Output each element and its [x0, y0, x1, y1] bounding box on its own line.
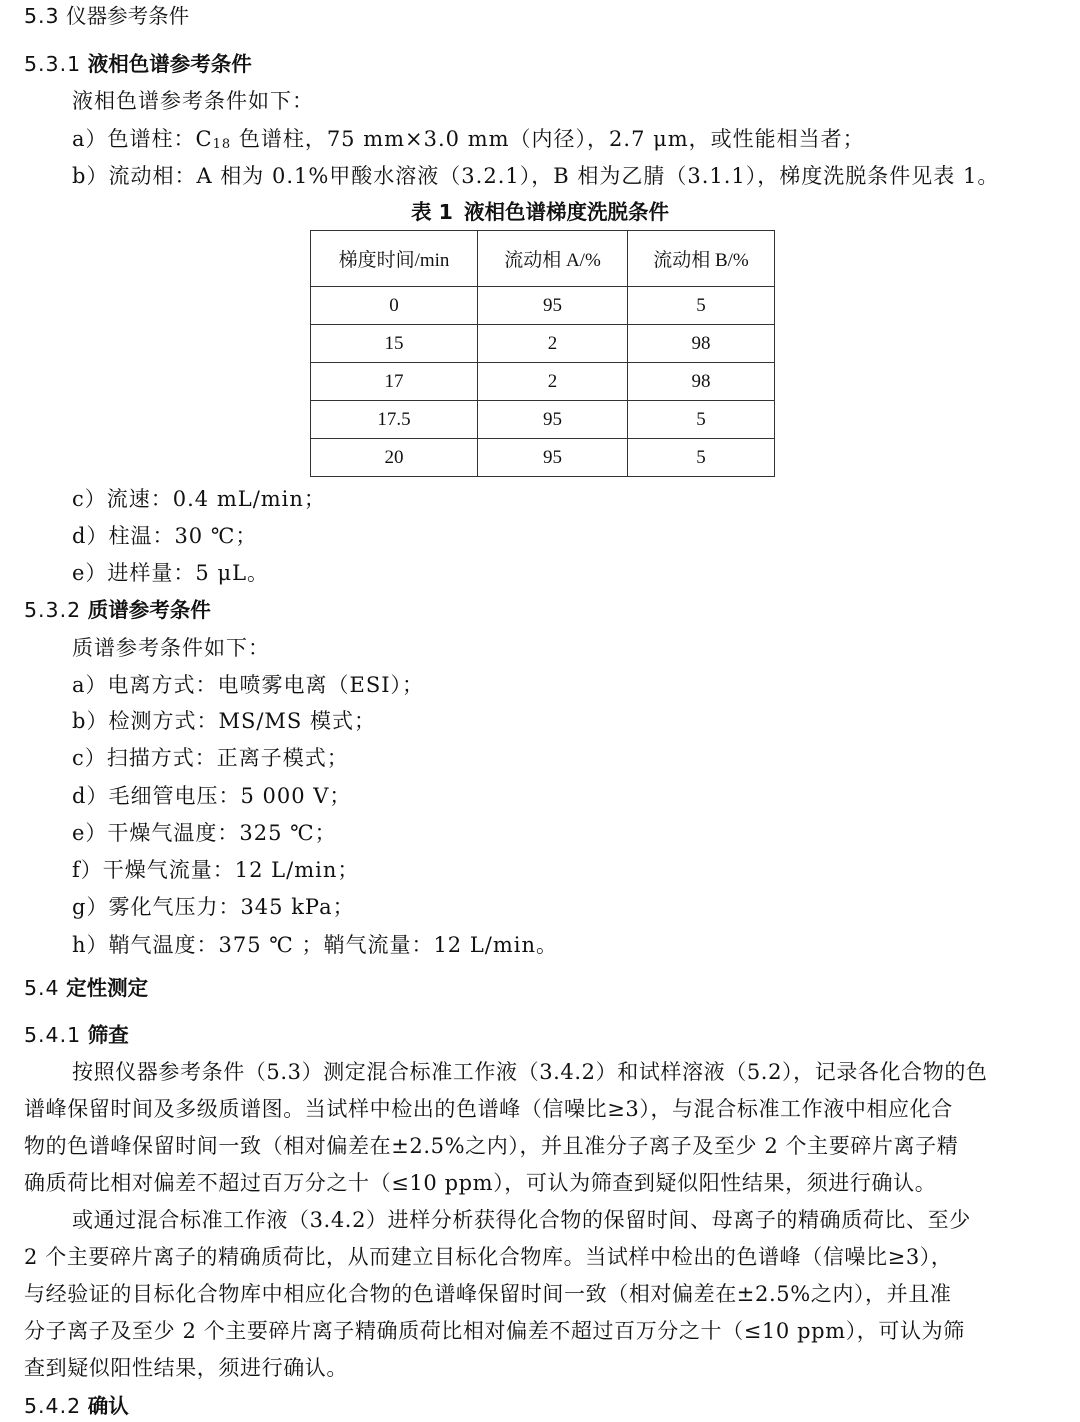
- paragraph-line: 查到疑似阳性结果，须进行确认。: [24, 1356, 348, 1380]
- ms-item: c）扫描方式：正离子模式；: [72, 746, 349, 770]
- heading-5-3-1: 5.3.1 液相色谱参考条件: [24, 52, 252, 76]
- table-header-row: [311, 231, 775, 287]
- heading-5-4-2: 5.4.2 确认: [24, 1394, 129, 1418]
- cell-time: 20: [311, 439, 478, 477]
- cell-b: 5: [628, 401, 775, 439]
- col-header-a: 流动相 A/%: [478, 231, 628, 287]
- cell-b: 5: [628, 439, 775, 477]
- ms-item: h）鞘气温度：375 ℃ ；鞘气流量：12 L/min。: [72, 933, 559, 957]
- table-caption: 表 1 液相色谱梯度洗脱条件: [410, 200, 670, 224]
- lc-item-a: a）色谱柱：$C_{18}$ 色谱柱，75 mm×3.0 mm（内径），2.7 μm，或性能相当者；: [72, 127, 865, 152]
- ms-intro: 质谱参考条件如下：: [72, 636, 270, 660]
- ms-item: f）干燥气流量：12 L/min；: [72, 858, 360, 882]
- cell-time: 17: [311, 363, 478, 401]
- heading-5-4-1: 5.4.1 筛查: [24, 1023, 129, 1047]
- lc-intro: 液相色谱参考条件如下：: [72, 89, 314, 113]
- cell-a: 95: [478, 439, 628, 477]
- col-header-time: 梯度时间/min: [311, 231, 478, 287]
- paragraph-line: 确质荷比相对偏差不超过百万分之十（≤10 ppm），可认为筛查到疑似阳性结果，须进行确认。: [24, 1171, 937, 1195]
- lc-item-c: c）流速：0.4 mL/min；: [72, 487, 326, 511]
- table-row: [311, 325, 775, 363]
- cell-a: 95: [478, 287, 628, 325]
- ms-item: b）检测方式：MS/MS 模式；: [72, 709, 376, 733]
- gradient-table: [310, 230, 775, 477]
- paragraph-line: 2 个主要碎片离子的精确质荷比，从而建立目标化合物库。当试样中检出的色谱峰（信噪比≥3），: [24, 1245, 953, 1269]
- cell-a: 95: [478, 401, 628, 439]
- ms-item: e）干燥气温度：325 ℃；: [72, 821, 337, 845]
- lc-item-d: d）柱温：30 ℃；: [72, 524, 258, 548]
- paragraph-line: 与经验证的目标化合物库中相应化合物的色谱峰保留时间一致（相对偏差在±2.5%之内），并且准: [24, 1282, 952, 1306]
- col-header-b: 流动相 B/%: [628, 231, 775, 287]
- cell-time: 0: [311, 287, 478, 325]
- cell-time: 17.5: [311, 401, 478, 439]
- lc-item-e: e）进样量：5 μL。: [72, 561, 270, 585]
- cell-b: 5: [628, 287, 775, 325]
- paragraph-line: 分子离子及至少 2 个主要碎片离子精确质荷比相对偏差不超过百万分之十（≤10 ppm），可认为筛: [24, 1319, 965, 1343]
- heading-5-3-2: 5.3.2 质谱参考条件: [24, 598, 211, 622]
- paragraph-line: 按照仪器参考条件（5.3）测定混合标准工作液（3.4.2）和试样溶液（5.2），记录各化合物的色: [72, 1060, 988, 1084]
- paragraph-line: 物的色谱峰保留时间一致（相对偏差在±2.5%之内），并且准分子离子及至少 2 个主要碎片离子精: [24, 1134, 959, 1158]
- table-row: [311, 363, 775, 401]
- cell-time: 15: [311, 325, 478, 363]
- lc-item-b: b）流动相：A 相为 0.1%甲酸水溶液（3.2.1），B 相为乙腈（3.1.1），梯度洗脱条件见表 1。: [72, 164, 1000, 188]
- paragraph-line: 或通过混合标准工作液（3.4.2）进样分析获得化合物的保留时间、母离子的精确质荷比、至少: [72, 1208, 971, 1232]
- cell-b: 98: [628, 325, 775, 363]
- cell-a: 2: [478, 325, 628, 363]
- heading-5-3: 5.3 仪器参考条件: [24, 4, 190, 28]
- ms-item: a）电离方式：电喷雾电离（ESI）；: [72, 673, 425, 697]
- cell-b: 98: [628, 363, 775, 401]
- table-row: [311, 287, 775, 325]
- table-row: [311, 439, 775, 477]
- ms-item: g）雾化气压力：345 kPa；: [72, 895, 355, 919]
- heading-5-4: 5.4 定性测定: [24, 976, 149, 1000]
- cell-a: 2: [478, 363, 628, 401]
- ms-item: d）毛细管电压：5 000 V；: [72, 784, 352, 808]
- paragraph-line: 谱峰保留时间及多级质谱图。当试样中检出的色谱峰（信噪比≥3），与混合标准工作液中相应化合: [24, 1097, 953, 1121]
- table-row: [311, 401, 775, 439]
